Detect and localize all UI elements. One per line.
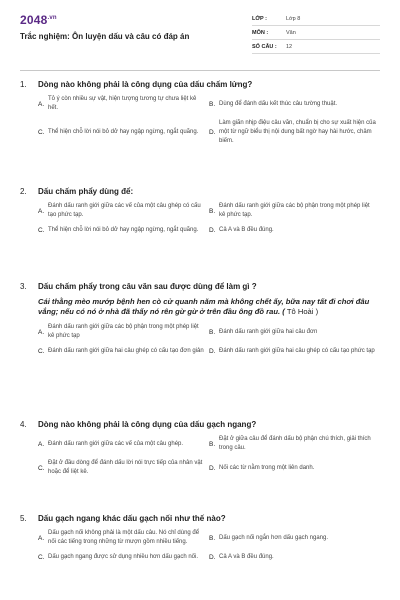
option-letter: D. [209, 554, 216, 561]
option-d[interactable] [209, 553, 380, 562]
header-divider [20, 70, 380, 71]
option-text: Đánh dấu ranh giới giữa các bộ phận trong một phép liệt kê phức tạp. [219, 203, 370, 218]
option-a[interactable] [38, 202, 209, 220]
option-c[interactable] [38, 553, 209, 562]
option-c[interactable] [38, 347, 209, 356]
option-text: Đánh dấu ranh giới giữa các vế của một câu ghép có cấu tạo phức tạp. [48, 203, 201, 218]
meta-value: Văn [286, 29, 296, 36]
option-text: Đánh dấu ranh giới giữa hai câu ghép có cấu tạo phức tạp [219, 348, 375, 354]
option-text: Thể hiện chỗ lời nói bỏ dở hay ngập ngừng, ngắt quãng. [48, 129, 199, 135]
page-header [0, 0, 400, 62]
option-letter: D. [209, 227, 216, 234]
option-list [38, 435, 380, 483]
passage-source: Tô Hoài ) [286, 307, 319, 316]
option-b[interactable] [209, 435, 380, 453]
option-list [38, 529, 380, 568]
option-list [38, 323, 380, 362]
quiz-meta-table [252, 12, 380, 54]
site-logo[interactable] [20, 13, 57, 27]
question-header [20, 282, 380, 291]
option-a[interactable] [38, 529, 209, 547]
question-5 [20, 514, 380, 568]
option-a[interactable] [38, 95, 209, 113]
option-list [38, 202, 380, 241]
question-text: Dòng nào không phải là công dụng của dấu chấm lửng? [38, 80, 253, 89]
option-b[interactable] [209, 95, 380, 113]
question-text: Dấu gạch ngang khác dấu gạch nối như thế nào? [38, 514, 226, 523]
meta-row-subject [252, 26, 380, 40]
option-text: Dấu gạch ngang được sử dụng nhiều hơn dấu gạch nối. [48, 554, 199, 560]
option-text: Cả A và B đều đúng. [219, 554, 274, 560]
meta-label: SỐ CÂU : [252, 43, 277, 50]
option-letter: B. [209, 534, 216, 542]
option-letter: B. [209, 440, 216, 448]
option-letter: D. [209, 129, 216, 136]
question-text: Dấu chấm phẩy trong câu văn sau được dùng để làm gì ? [38, 282, 257, 291]
option-letter: C. [38, 227, 45, 234]
question-text: Dòng nào không phải là công dụng của dấu gạch ngang? [38, 420, 257, 429]
question-number: 4. [20, 420, 27, 429]
meta-value: 12 [286, 43, 293, 50]
option-d[interactable] [209, 119, 380, 146]
question-2 [20, 187, 380, 241]
option-text: Thể hiện chỗ lời nói bỏ dở hay ngập ngừng, ngắt quãng. [48, 227, 199, 233]
passage-text: Cái thằng mèo mướp bệnh hen cò cử quanh năm mà không chết ấy, bữa nay tất đi chơi đâu vắng; nếu có nó ở nhà đã thấy nó rên gừ gừ ở trên đầu ông đồ rau. ( [38, 297, 370, 316]
option-letter: B. [209, 207, 216, 215]
option-text: Nối các từ nằm trong một liên danh. [219, 464, 315, 471]
option-d[interactable] [209, 226, 380, 235]
question-header [20, 514, 380, 523]
option-letter: C. [38, 464, 45, 472]
question-4 [20, 420, 380, 483]
question-3 [20, 282, 380, 362]
meta-value: Lớp 8 [286, 15, 301, 22]
option-b[interactable] [209, 529, 380, 547]
question-header [20, 187, 380, 196]
option-text: Đánh dấu ranh giới giữa hai câu ghép có cấu tạo đơn giản [48, 348, 204, 354]
meta-row-count [252, 40, 380, 54]
option-letter: B. [209, 328, 216, 336]
meta-row-class [252, 12, 380, 26]
question-number: 3. [20, 282, 27, 291]
option-letter: A. [38, 328, 45, 336]
option-text: Đặt ở giữa câu để đánh dấu bộ phận chú thích, giải thích trong câu. [219, 436, 371, 451]
option-text: Đánh dấu ranh giới giữa các vế của một câu ghép. [48, 440, 184, 447]
option-text: Đặt ở đầu dòng để đánh dấu lời nói trực tiếp của nhân vật hoặc để liệt kê. [48, 460, 203, 475]
option-text: Cả A và B đều đúng. [219, 227, 274, 233]
question-number: 1. [20, 80, 27, 89]
option-list [38, 95, 380, 152]
option-d[interactable] [209, 347, 380, 356]
option-letter: A. [38, 100, 45, 108]
question-1 [20, 80, 380, 152]
logo-tld: .vn [47, 15, 57, 21]
question-text: Dấu chấm phẩy dùng để: [38, 187, 134, 196]
question-passage [38, 297, 380, 317]
question-header [20, 80, 380, 89]
question-number: 2. [20, 187, 27, 196]
meta-label: LỚP : [252, 15, 267, 22]
question-header [20, 420, 380, 429]
logo-main: 2048 [20, 13, 48, 27]
option-d[interactable] [209, 459, 380, 477]
option-text: Dấu gạch nối ngắn hơn dấu gạch ngang. [219, 534, 329, 541]
option-letter: C. [38, 554, 45, 561]
option-text: Dấu gạch nối không phải là một dấu câu. Nó chỉ dùng để nối các tiếng trong những từ mượn gồm nhiều tiếng. [48, 530, 200, 545]
option-text: Đánh dấu ranh giới giữa các bộ phận trong một phép liệt kê phức tạp [48, 324, 199, 339]
option-a[interactable] [38, 323, 209, 341]
option-letter: B. [209, 100, 216, 108]
option-c[interactable] [38, 226, 209, 235]
option-c[interactable] [38, 119, 209, 146]
option-a[interactable] [38, 435, 209, 453]
option-b[interactable] [209, 202, 380, 220]
option-letter: A. [38, 534, 45, 542]
option-letter: A. [38, 207, 45, 215]
option-c[interactable] [38, 459, 209, 477]
question-number: 5. [20, 514, 27, 523]
option-letter: D. [209, 464, 216, 472]
option-letter: C. [38, 348, 45, 355]
option-letter: A. [38, 440, 45, 448]
option-letter: C. [38, 129, 45, 136]
option-text: Đánh dấu ranh giới giữa hai câu đơn [219, 328, 318, 335]
quiz-title: Trắc nghiệm: Ôn luyện dấu và câu có đáp án [20, 32, 190, 41]
option-text: Tỏ ý còn nhiều sự vật, hiện tượng tương tự chưa liệt kê hết. [48, 96, 197, 111]
option-b[interactable] [209, 323, 380, 341]
meta-label: MÔN : [252, 29, 269, 36]
option-text: Dùng để đánh dấu kết thúc câu tường thuật. [219, 100, 338, 107]
option-letter: D. [209, 348, 216, 355]
option-text: Làm giãn nhịp điệu câu văn, chuẩn bị cho sự xuất hiện của một từ ngữ biểu thị nội dung bất ngờ hay hài hước, châm biếm. [219, 120, 376, 144]
